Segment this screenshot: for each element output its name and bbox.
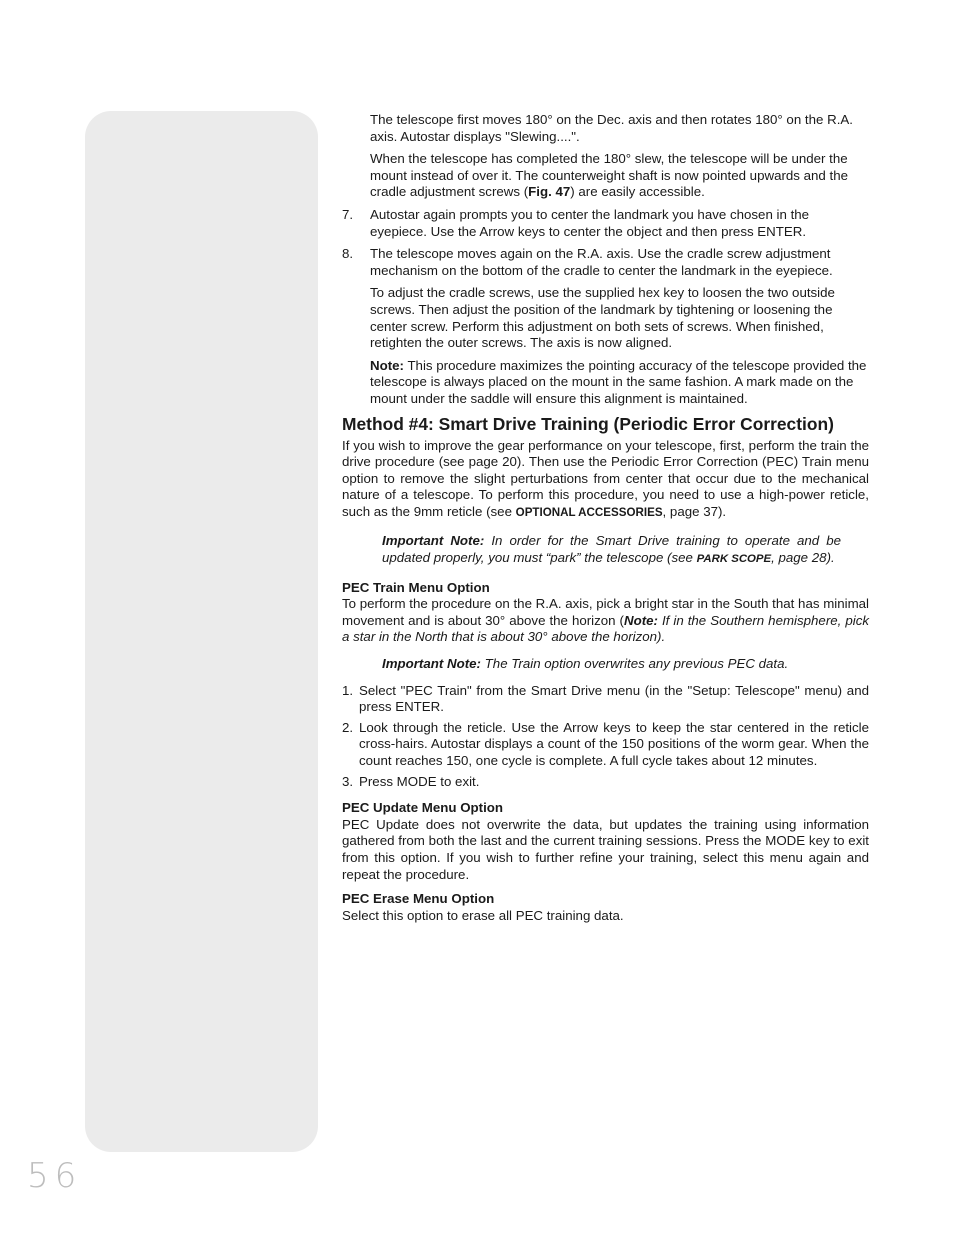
- list-item-text: Select "PEC Train" from the Smart Drive menu (in the "Setup: Telescope" menu) and press ENTER.: [359, 682, 869, 715]
- pec-note-label: Note:: [624, 612, 658, 628]
- list-number: 3.: [342, 773, 354, 789]
- pec-train-heading: PEC Train Menu Option: [342, 579, 490, 595]
- important-note-text: The Train option overwrites any previous PEC data.: [480, 656, 789, 672]
- list-item-text: Press MODE to exit.: [359, 773, 480, 789]
- pec-train-steps: [342, 683, 869, 791]
- list-item-text: Look through the reticle. Use the Arrow keys to keep the star centered in the reticle cross-hairs. Autostar displays a count of the 150 positions of the worm gear. When the count reaches 150, one cycle is complete. A full cycle takes about 12 minutes.: [359, 719, 869, 768]
- important-note-park: [382, 533, 841, 567]
- pec-erase-paragraph: Select this option to erase all PEC training data.: [342, 907, 624, 923]
- list-item-text: The telescope moves again on the R.A. axis. Use the cradle screw adjustment mechanism on the bottom of the cradle to center the landmark in the eyepiece.: [370, 246, 833, 278]
- main-content: [342, 112, 869, 930]
- list-item-text: Autostar again prompts you to center the landmark you have chosen in the eyepiece. Use the Arrow keys to center the object and then press ENTER.: [370, 206, 810, 239]
- sidebar-panel: [85, 111, 318, 1152]
- list-item-8: [342, 246, 869, 279]
- note-text: This procedure maximizes the pointing accuracy of the telescope provided the telescope is always placed on the mount in the same fashion. A mark made on the mount under the saddle will ensure this alignment is maintained.: [370, 357, 867, 406]
- method4-text: If you wish to improve the gear performance on your telescope, first, perform the train the drive procedure (see page 20). Then use the Periodic Error Correction (PEC) Train menu option to remove the slight perturbations from center that occur due to the mechanical nature of a telescope. To perform this procedure, you need to use a high-power reticle, such as the 9mm reticle (see: [342, 437, 869, 519]
- list-item: [342, 720, 869, 770]
- park-scope-ref: PARK SCOPE: [696, 553, 772, 566]
- list-item-7: [342, 207, 869, 240]
- method4-paragraph: [342, 438, 869, 522]
- list-number: 1.: [342, 682, 354, 698]
- note-label: Note:: [370, 357, 404, 373]
- cradle-adjust-paragraph: To adjust the cradle screws, use the supplied hex key to loosen the two outside screws. Then adjust the position of the landmark by tightening or loosening the center screw. Perform this adjustment on both sets of screws. When finished, retighten the outer screws. The axis is now aligned.: [370, 285, 835, 351]
- intro-p2-text-end: ) are easily accessible.: [570, 184, 705, 200]
- method4-heading: Method #4: Smart Drive Training (Periodic Error Correction): [342, 413, 834, 434]
- intro-paragraph-1: The telescope first moves 180° on the Dec. axis and then rotates 180° on the R.A. axis. Autostar displays "Slewing....".: [370, 112, 853, 144]
- optional-accessories-ref: OPTIONAL ACCESSORIES: [515, 505, 663, 519]
- list-number: 7.: [342, 206, 354, 222]
- important-note-text-end: , page 28).: [771, 550, 835, 566]
- alignment-note: [370, 358, 869, 408]
- pec-train-paragraph: [342, 596, 869, 646]
- intro-p2-text: When the telescope has completed the 180° slew, the telescope will be under the mount instead of over it. The counterweight shaft is now pointed upwards and the cradle adjustment screws (: [370, 151, 848, 200]
- figure-reference: Fig. 47: [528, 184, 571, 200]
- method4-text-end: , page 37).: [662, 503, 727, 519]
- important-note-text: In order for the Smart Drive training to operate and be updated properly, you must “park” the telescope (see: [382, 533, 841, 566]
- pec-update-paragraph: PEC Update does not overwrite the data, but updates the training using information gathered from both the last and the current training sessions. Press the MODE key to exit from this option. If you wish to further refine your training, select this menu again and repeat the procedure.: [342, 816, 869, 882]
- list-item: [342, 774, 869, 791]
- important-note-label: Important Note:: [382, 533, 485, 549]
- pec-erase-heading: PEC Erase Menu Option: [342, 891, 495, 907]
- list-item: [342, 683, 869, 716]
- pec-update-heading: PEC Update Menu Option: [342, 800, 504, 816]
- list-number: 8.: [342, 246, 354, 262]
- list-number: 2.: [342, 719, 354, 735]
- pec-train-text: To perform the procedure on the R.A. axis, pick a bright star in the South that has minimal movement and is about 30° above the horizon (: [342, 596, 869, 628]
- intro-paragraph-2: [370, 151, 869, 201]
- pec-note-text: If in the Southern hemisphere, pick a star in the North that is about 30° above the horizon).: [342, 612, 869, 645]
- important-note-label: Important Note:: [382, 656, 481, 672]
- page-number: 56: [27, 1156, 83, 1196]
- important-note-train: [382, 656, 841, 673]
